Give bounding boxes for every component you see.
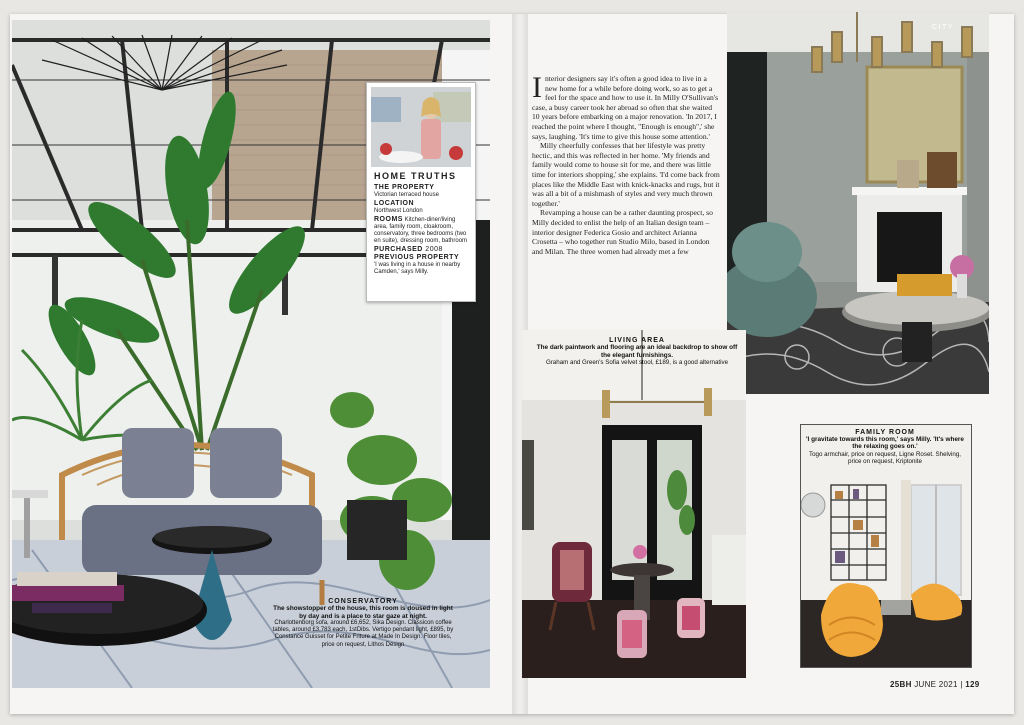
previous-property-label: PREVIOUS PROPERTY [374, 254, 460, 261]
purchased-row [374, 246, 470, 254]
article-paragraph: Revamping a house can be a rather daunting prospect, so Milly decided to enlist the help of an Italian design team – interior designer Federica Gosio and architect Arianna Crosetta – who together run Studio Milo, based in London and Milan. The three women had already met a few [532, 208, 713, 256]
section-tag: CITY [932, 24, 954, 31]
caption-lead: 'I gravitate towards this room,' says Milly. 'It's where the relaxing goes on.' [806, 436, 964, 451]
purchased-label: PURCHASED [374, 246, 423, 253]
conservatory-caption [270, 598, 456, 649]
owner-portrait [371, 87, 471, 167]
family-room-caption [806, 429, 964, 465]
page-number: 129 [965, 680, 980, 689]
caption-lead: The showstopper of the house, this room is doused in light by day and is a place to star gaze at night. [273, 605, 453, 620]
property-label: THE PROPERTY [374, 184, 435, 191]
rooms-label: ROOMS [374, 216, 403, 223]
article-paragraph [532, 71, 720, 141]
caption-heading: CONSERVATORY [328, 598, 398, 605]
caption-body: Graham and Green's Sofia velvet stool, £189, is a good alternative [545, 359, 729, 366]
location-label: LOCATION [374, 200, 415, 207]
article-paragraph: Milly cheerfully confesses that her lifestyle was pretty hectic, and this was reflected in her home. 'My friends and family would come to house sit for me, and there was little time for interiors shopping,' she explains. 'I'd come back from places like the Middle East with knick-knacks and rugs, but it was all a bit of a mishmash of styles and very much thrown together.' [532, 141, 720, 208]
previous-property-value: 'I was living in a house in nearby Camden,' says Milly. [374, 262, 461, 275]
caption-heading: FAMILY ROOM [855, 429, 915, 436]
folio-separator: | [960, 680, 963, 689]
sitting-room-photo [727, 12, 989, 394]
living-area-caption [532, 337, 742, 366]
page-folio [890, 680, 980, 689]
caption-body: Charlottenborg sofa, around £6,652, Sika Design. Classicon coffee tables, around £3,783 each, 1stDibs. Vertigo pendant light, £895, by Constance Guisset for Petite Friture at Made In Design. Floor tiles, price on request, Lithos Design [272, 620, 454, 648]
rooms-value: Kitchen-diner/living area, family room, cloakroom, conservatory, three bedrooms (two en suite), dressing room, bathroom [374, 217, 468, 244]
property-value: Victorian terraced house [374, 192, 439, 198]
living-area-photo [522, 330, 746, 678]
drop-cap: I [532, 71, 542, 104]
magazine-name: 25BH [890, 680, 912, 689]
paragraph-text: nterior designers say it's often a good idea to live in a new home for a while before doing work, so as to get a feel for the space and how to use it. In Milly O'Sullivan's case, a busy career took her abroad so often that she waited 10 years before embarking on a major renovation. 'In 2017, I reached the point where I thought, "Enough is enough",' she says, laughing. 'It's time to give this house some attention.' [532, 74, 719, 141]
issue-date: JUNE 2021 [914, 680, 958, 689]
purchased-value: 2008 [425, 246, 443, 253]
caption-lead: The dark paintwork and flooring are an ideal backdrop to show off the elegant furnishings. [536, 344, 738, 359]
home-truths-box [366, 82, 476, 302]
rooms-row [374, 216, 470, 245]
caption-heading: LIVING AREA [609, 337, 665, 344]
article-body [532, 71, 720, 256]
home-truths-title: HOME TRUTHS [374, 171, 457, 181]
location-value: Northwest London [374, 208, 423, 214]
caption-body: Togo armchair, price on request, Ligne Roset. Shelving, price on request, Kriptonite [808, 450, 962, 466]
